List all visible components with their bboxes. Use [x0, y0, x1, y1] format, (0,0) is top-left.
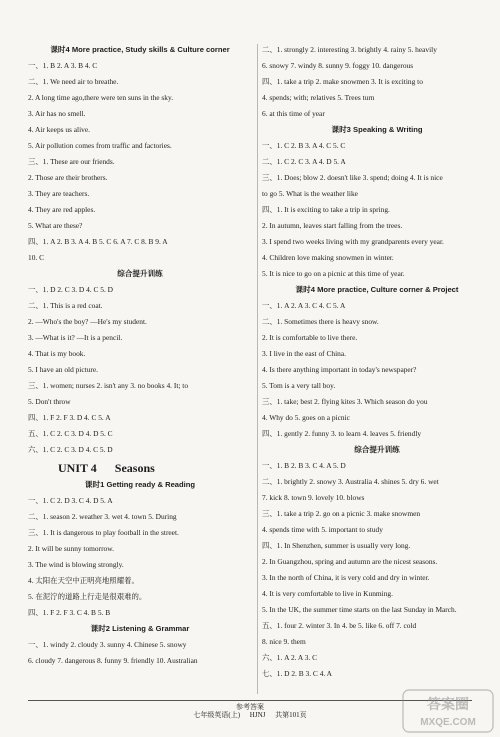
answer-line: 5. I have an old picture.	[28, 365, 98, 374]
answer-line: 6. at this time of year	[262, 109, 325, 118]
answer-line: 4. spends; with; relatives 5. Trees turn	[262, 93, 375, 102]
answer-line: 4. They are red apples.	[28, 205, 96, 214]
answer-line: 4. Why do 5. goes on a picnic	[262, 413, 350, 422]
answer-line: 5. Air pollution comes from traffic and factories.	[28, 141, 172, 150]
answer-line: 五、1. four 2. winter 3. In 4. be 5. like 6. off 7. cold	[262, 621, 417, 630]
answer-line: 三、1. women; nurses 2. isn't any 3. no books 4. It; to	[28, 381, 189, 390]
answer-line: 一、1. B 2. B 3. C 4. A 5. D	[262, 461, 346, 470]
answer-line: 4. 太阳在天空中正明亮地照耀着。	[28, 576, 139, 585]
answer-line: 四、1. In Shenzhen, summer is usually very long.	[262, 541, 411, 550]
answer-line: 六、1. C 2. C 3. D 4. C 5. D	[28, 445, 113, 454]
answer-line: 7. kick 8. town 9. lovely 10. blows	[262, 493, 365, 502]
answer-line: 一、1. C 2. D 3. C 4. D 5. A	[28, 496, 113, 505]
answer-line: 三、1. Does; blow 2. doesn't like 3. spend; doing 4. It is nice	[262, 173, 443, 182]
answer-line: 5. Tom is a very tall boy.	[262, 381, 336, 390]
answer-line: 一、1. B 2. A 3. B 4. C	[28, 61, 98, 70]
answer-line: 3. I spend two weeks living with my grandparents every year.	[262, 237, 444, 246]
section-heading-lesson4: 课时4 More practice, Study skills & Culture corner	[50, 45, 230, 54]
answer-line: 一、1. D 2. C 3. D 4. C 5. D	[28, 285, 113, 294]
answer-line: 4. That is my book.	[28, 349, 86, 358]
answer-line: 3. They are teachers.	[28, 189, 90, 198]
answer-line: 4. Children love making snowmen in winter.	[262, 253, 394, 262]
answer-line: 三、1. take; best 2. flying kites 3. Which season do you	[262, 397, 428, 406]
answer-line: 5. In the UK, the summer time starts on the last Sunday in March.	[262, 605, 457, 614]
answer-line: 二、1. season 2. weather 3. wet 4. town 5. During	[28, 512, 177, 521]
footer-grade: 七年级英语(上)	[193, 711, 241, 719]
answer-line: 二、1. We need air to breathe.	[28, 77, 119, 86]
section-heading-lesson2: 课时2 Listening & Grammar	[90, 624, 190, 633]
section-heading-lesson3: 课时3 Speaking & Writing	[331, 125, 423, 134]
answer-line: 4. It is very comfortable to live in Kunming.	[262, 589, 393, 598]
footer-caption: 参考答案	[236, 703, 264, 711]
answer-line: 5. Don't throw	[28, 397, 71, 406]
answer-line: 二、1. strongly 2. interesting 3. brightly 4. rainy 5. heavily	[262, 45, 437, 54]
answer-line: 3. Air has no smell.	[28, 109, 86, 118]
answer-line: 4. spends time with 5. important to study	[262, 525, 383, 534]
watermark-logo	[402, 689, 494, 733]
answer-line: 六、1. A 2. A 3. C	[262, 653, 318, 662]
unit-name: Seasons	[114, 461, 155, 475]
answer-line: 二、1. C 2. C 3. A 4. D 5. A	[262, 157, 346, 166]
answer-line: 二、1. Sometimes there is heavy snow.	[262, 317, 379, 326]
answer-line: 2. It is comfortable to live there.	[262, 333, 358, 342]
watermark-text-main: 答案圈	[427, 696, 469, 712]
answer-line: 4. Is there anything important in today's newspaper?	[262, 365, 417, 374]
answer-line: 二、1. brightly 2. snowy 3. Australia 4. shines 5. dry 6. wet	[262, 477, 439, 486]
column-divider	[257, 44, 258, 694]
answer-line: 2. It will be sunny tomorrow.	[28, 544, 114, 553]
section-heading-comprehensive: 综合提升训练	[354, 445, 400, 454]
answer-line: 3. —What is it? —It is a pencil.	[28, 333, 123, 342]
answer-line: 二、1. This is a red coat.	[28, 301, 103, 310]
section-heading-comprehensive: 综合提升训练	[117, 269, 163, 278]
answer-line: 6. cloudy 7. dangerous 8. funny 9. friendly 10. Australian	[28, 656, 198, 665]
answer-line: 七、1. D 2. B 3. C 4. A	[262, 669, 333, 678]
watermark-text-url: MXQE.COM	[420, 717, 476, 728]
answer-line: 6. snowy 7. windy 8. sunny 9. foggy 10. dangerous	[262, 61, 414, 70]
footer-edition: HJNJ	[249, 711, 266, 719]
answer-line: 2. In Guangzhou, spring and autumn are the nicest seasons.	[262, 557, 438, 566]
answer-line: 5. It is nice to go on a picnic at this time of year.	[262, 269, 405, 278]
answer-line: 三、1. take a trip 2. go on a picnic 3. make snowmen	[262, 509, 421, 518]
answer-line: 4. Air keeps us alive.	[28, 125, 90, 134]
answer-line: 五、1. C 2. C 3. D 4. D 5. C	[28, 429, 113, 438]
answer-line: 5. What are these?	[28, 221, 83, 230]
answer-line: 2. —Who's the boy? —He's my student.	[28, 317, 147, 326]
answer-line: 四、1. gently 2. funny 3. to learn 4. leaves 5. friendly	[262, 429, 422, 438]
answer-line: 四、1. F 2. F 3. D 4. C 5. A	[28, 413, 111, 422]
answer-line: 一、1. windy 2. cloudy 3. sunny 4. Chinese 5. snowy	[28, 640, 187, 649]
answer-line: 四、1. A 2. B 3. A 4. B 5. C 6. A 7. C 8. B 9. A	[28, 237, 168, 246]
answer-line: 2. In autumn, leaves start falling from the trees.	[262, 221, 403, 230]
answer-line: 3. I live in the east of China.	[262, 349, 346, 358]
answer-line: 3. The wind is blowing strongly.	[28, 560, 124, 569]
answer-line: 8. nice 9. them	[262, 637, 306, 646]
answer-line: 三、1. It is dangerous to play football in the street.	[28, 528, 179, 537]
answer-line: 四、1. It is exciting to take a trip in spring.	[262, 205, 390, 214]
answer-line: 2. A long time ago,there were ten suns in the sky.	[28, 93, 174, 102]
answer-line: to go 5. What is the weather like	[262, 189, 358, 198]
answer-line: 一、1. C 2. B 3. A 4. C 5. C	[262, 141, 346, 150]
section-heading-lesson1: 课时1 Getting ready & Reading	[84, 480, 196, 489]
answer-line: 10. C	[28, 253, 45, 262]
answer-line: 四、1. F 2. F 3. C 4. B 5. B	[28, 608, 111, 617]
answer-line: 三、1. These are our friends.	[28, 157, 115, 166]
unit-title	[58, 461, 173, 475]
answer-line: 2. Those are their brothers.	[28, 173, 108, 182]
section-heading-lesson4: 课时4 More practice, Culture corner & Project	[295, 285, 459, 294]
answer-line: 3. In the north of China, it is very cold and dry in winter.	[262, 573, 430, 582]
answer-line: 四、1. take a trip 2. make snowmen 3. It is exciting to	[262, 77, 423, 86]
answer-line: 一、1. A 2. A 3. C 4. C 5. A	[262, 301, 346, 310]
footer-page-number: 共第101页	[275, 711, 307, 719]
unit-number: UNIT 4	[58, 461, 97, 475]
answer-line: 5. 在泥泞的道路上行走是很艰难的。	[28, 592, 147, 601]
